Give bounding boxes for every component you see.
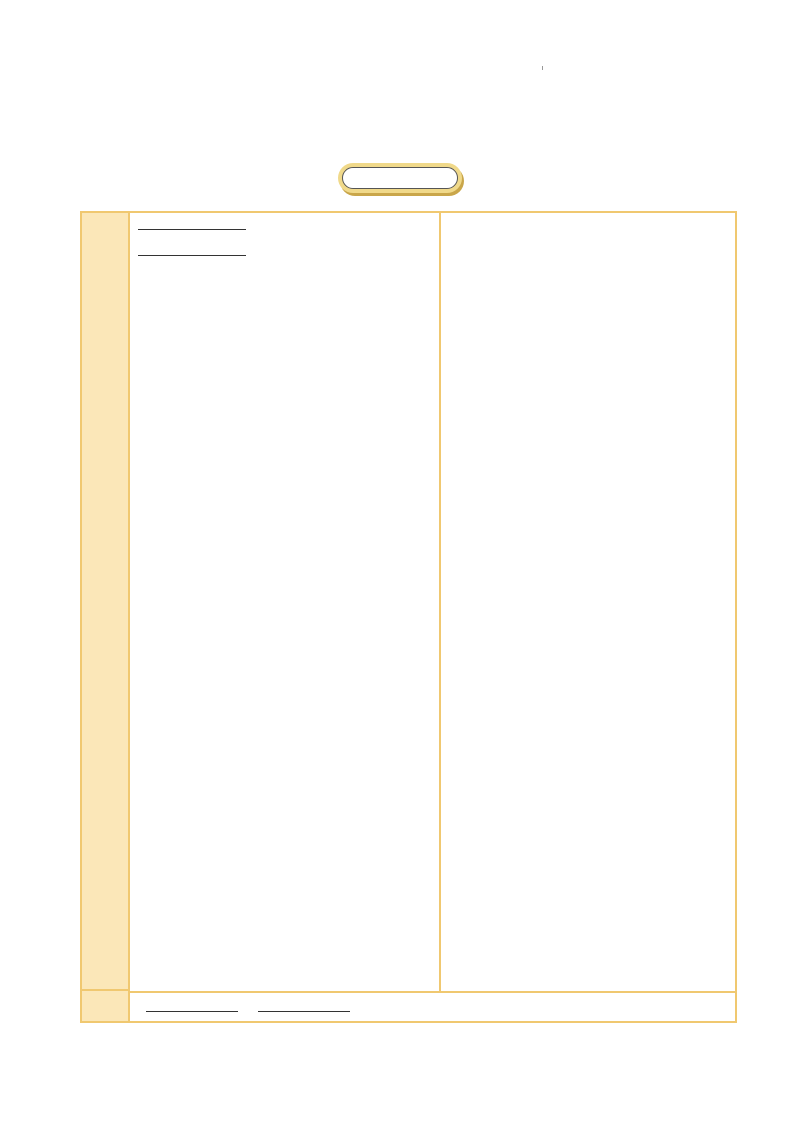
vocab-item	[138, 243, 433, 260]
answer-blank[interactable]	[146, 999, 238, 1012]
banner-pill	[338, 163, 462, 193]
answer-blank[interactable]	[138, 243, 246, 256]
extension-section-header	[82, 991, 130, 1021]
answer-blank[interactable]	[258, 999, 350, 1012]
section-banner	[300, 160, 500, 200]
vocab-section-header	[82, 213, 130, 991]
page-mark	[542, 66, 543, 70]
extension-row	[138, 999, 366, 1016]
column-divider	[439, 213, 441, 991]
row-divider	[130, 991, 735, 993]
vocab-table	[80, 211, 737, 1023]
banner-label	[342, 167, 458, 189]
answer-blank[interactable]	[138, 217, 246, 230]
vocab-item	[138, 217, 433, 234]
